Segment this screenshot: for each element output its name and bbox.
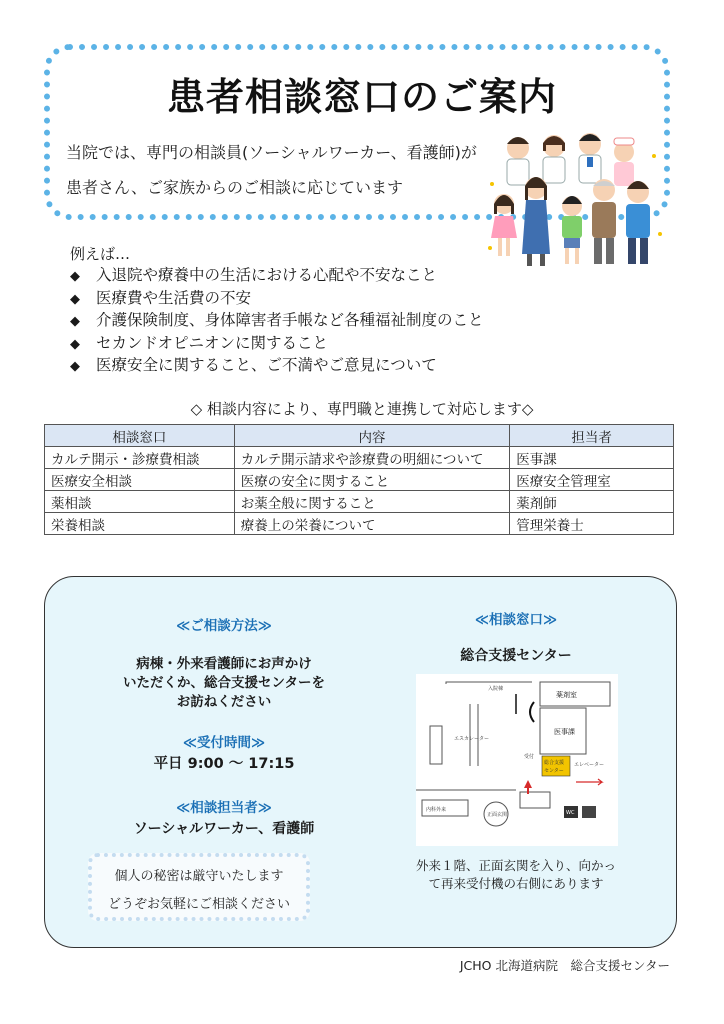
table-cell: お薬全般に関すること — [234, 491, 510, 513]
column-header: 内容 — [234, 425, 510, 447]
intro-line-1: 当院では、専門の相談員(ソーシャルワーカー、看護師)が — [66, 143, 477, 162]
window-heading: ≪相談窓口≫ — [474, 612, 558, 628]
table-cell: 薬相談 — [45, 491, 235, 513]
column-header: 相談窓口 — [45, 425, 235, 447]
table-cell: 療養上の栄養について — [234, 513, 510, 535]
table-cell: 管理栄養士 — [510, 513, 674, 535]
map-caption-line-1: 外来１階、正面玄関を入り、向かっ — [415, 858, 616, 873]
list-item: ◆ セカンドオピニオンに関すること — [70, 332, 484, 355]
table-cell: 薬剤師 — [510, 491, 674, 513]
back-row-staff — [507, 133, 634, 186]
method-line-3: お訪ねください — [176, 694, 272, 710]
map-label-elevator: エレベーター — [574, 762, 605, 768]
people-illustration — [486, 126, 666, 272]
table-row — [45, 469, 674, 491]
method-line-2: いただくか、総合支援センターを — [123, 675, 325, 691]
list-item: ◆ 入退院や療養中の生活における心配や不安なこと — [70, 264, 484, 287]
table-row — [45, 491, 674, 513]
table-cell: 栄養相談 — [45, 513, 235, 535]
table-cell: カルテ開示・診療費相談 — [45, 447, 235, 469]
floor-map — [416, 674, 618, 846]
table-row — [45, 513, 674, 535]
consultation-table — [44, 424, 674, 535]
table-cell: カルテ開示請求や診療費の明細について — [234, 447, 510, 469]
examples-list — [70, 264, 484, 377]
map-label-accounting: 医事課 — [554, 728, 575, 736]
page-title: 患者相談窓口のご案内 — [166, 75, 557, 119]
hours-heading: ≪受付時間≫ — [182, 735, 266, 751]
map-label-center-1: 総合支援 — [544, 760, 565, 766]
diamond-bullet-icon: ◆ — [70, 269, 80, 284]
map-label-pharmacy: 薬剤室 — [556, 691, 577, 699]
list-item: ◆ 介護保険制度、身体障害者手帳など各種福祉制度のこと — [70, 309, 484, 332]
staff-value: ソーシャルワーカー、看護師 — [133, 821, 315, 837]
table-cell: 医療安全相談 — [45, 469, 235, 491]
examples-heading: 例えば… — [70, 245, 131, 263]
table-note: ◇ 相談内容により、専門職と連携して対応します◇ — [190, 400, 534, 418]
map-caption-line-2: て再来受付機の右側にあります — [428, 876, 604, 891]
privacy-line-2: どうぞお気軽にご相談ください — [107, 897, 290, 912]
diamond-bullet-icon: ◆ — [70, 291, 80, 307]
map-label-internal-med: 内科外来 — [426, 807, 447, 813]
map-label-entrance: 正面玄関 — [487, 812, 508, 818]
table-cell: 医療安全管理室 — [510, 469, 674, 491]
table-row — [45, 447, 674, 469]
front-row-family — [491, 177, 650, 266]
diamond-bullet-icon: ◆ — [70, 314, 80, 329]
map-label-ward: 入院棟 — [488, 686, 504, 692]
hours-value: 平日 9:00 ～ 17:15 — [153, 756, 295, 772]
method-line-1: 病棟・外来看護師にお声かけ — [136, 656, 312, 672]
map-label-wc: WC — [566, 810, 575, 816]
privacy-line-1: 個人の秘密は厳守いたします — [114, 869, 284, 884]
column-header: 担当者 — [510, 425, 674, 447]
intro-line-2: 患者さん、ご家族からのご相談に応じています — [66, 178, 403, 197]
map-label-reception: 受付 — [524, 754, 535, 760]
window-name: 総合支援センター — [460, 648, 572, 664]
table-cell: 医事課 — [510, 447, 674, 469]
table-header-row — [45, 425, 674, 447]
method-heading: ≪ご相談方法≫ — [176, 618, 272, 634]
footer-org: JCHO 北海道病院 総合支援センター — [459, 958, 670, 973]
map-label-escalator: エスカレーター — [454, 736, 490, 742]
staff-heading: ≪相談担当者≫ — [176, 800, 272, 816]
table-cell: 医療の安全に関すること — [234, 469, 510, 491]
list-item: ◆ 医療費や生活費の不安 — [70, 287, 484, 310]
list-item: ◆ 医療安全に関すること、ご不満やご意見について — [70, 354, 484, 377]
diamond-bullet-icon: ◆ — [70, 336, 80, 352]
diamond-bullet-icon: ◆ — [70, 359, 80, 374]
map-label-center-2: センター — [544, 768, 564, 774]
